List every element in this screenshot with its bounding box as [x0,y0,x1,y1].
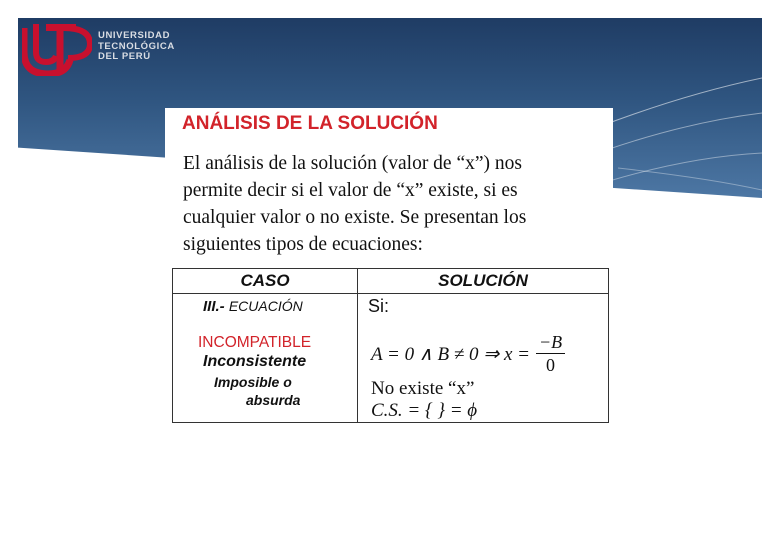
fraction [536,332,565,376]
case-cell [173,294,358,423]
intro-line: El análisis de la solución (valor de “x”) nos [183,153,522,174]
solution-set: C.S. = { } = ϕ [371,400,478,421]
condition-expression: A = 0 ∧ B ≠ 0 ⇒ x = [371,343,530,365]
logo-line-1: UNIVERSIDAD [98,30,171,41]
logo-wordmark [98,31,175,63]
content-panel [165,108,613,426]
header-caso: CASO [173,269,358,294]
intro-line: siguientes tipos de ecuaciones: [183,234,423,255]
solution-condition-formula [371,332,565,376]
case-label: ECUACIÓN [228,298,303,314]
solution-cell [358,294,609,423]
intro-paragraph [183,150,603,258]
solution-if-label: Si: [368,296,390,316]
case-alt-name-1: Inconsistente [203,353,307,370]
case-number: III.- [203,298,225,315]
header-solucion: SOLUCIÓN [358,269,609,294]
intro-line: permite decir si el valor de “x” existe, si es [183,180,518,201]
table-header-row [173,269,609,294]
case-heading [203,298,303,315]
case-type: INCOMPATIBLE [198,334,312,351]
case-alt-name-2a: Imposible o [214,374,292,390]
slide-title: ANÁLISIS DE LA SOLUCIÓN [182,113,438,134]
table-row [173,294,609,423]
logo-line-3: DEL PERÚ [98,51,151,62]
equation-cases-table [172,268,609,423]
utp-logo-icon [22,22,92,76]
intro-line: cualquier valor o no existe. Se presentan los [183,207,527,228]
case-alt-name-2b: absurda [246,392,301,408]
logo-line-2: TECNOLÓGICA [98,40,175,52]
no-solution-text: No existe “x” [371,378,475,399]
fraction-denominator: 0 [546,355,556,375]
fraction-numerator: −B [536,332,565,354]
